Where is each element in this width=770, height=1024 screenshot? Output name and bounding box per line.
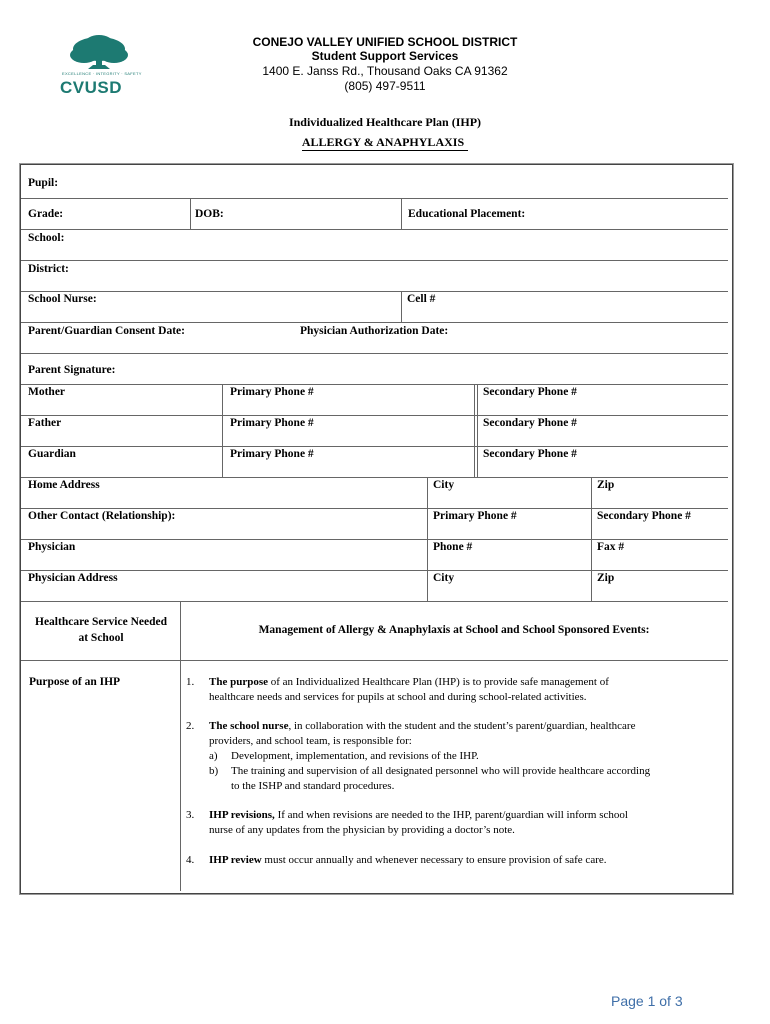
row-divider: [21, 384, 728, 385]
physician-authorization-date-label: Physician Authorization Date:: [300, 325, 449, 337]
zip-label: Zip: [597, 479, 615, 491]
physician-address-label: Physician Address: [28, 572, 118, 584]
document-subtitle: ALLERGY & ANAPHYLAXIS: [0, 135, 770, 150]
row-divider: [21, 508, 728, 509]
other-contact-label: Other Contact (Relationship):: [28, 510, 176, 522]
row-divider: [21, 570, 728, 571]
contact-father-label: Father: [28, 417, 62, 429]
col-divider: [477, 384, 478, 477]
grade-label: Grade:: [28, 208, 64, 220]
contact-mother-primary: Primary Phone #: [230, 386, 314, 398]
contact-mother-secondary: Secondary Phone #: [483, 386, 577, 398]
school-nurse-label: School Nurse:: [28, 293, 97, 305]
col-divider: [401, 291, 402, 322]
page-number: Page 1 of 3: [611, 993, 683, 1009]
row-divider: [21, 601, 728, 602]
col-divider: [591, 477, 592, 601]
physician-city-label: City: [433, 572, 455, 584]
contact-father-secondary: Secondary Phone #: [483, 417, 577, 429]
department-name: Student Support Services: [311, 49, 459, 63]
management-heading: Management of Allergy & Anaphylaxis at School and School Sponsored Events:: [258, 624, 650, 636]
educational-placement-label: Educational Placement:: [408, 208, 526, 220]
service-line-2: at School: [78, 632, 124, 644]
physician-label: Physician: [28, 541, 76, 553]
physician-fax-label: Fax #: [597, 541, 625, 553]
col-divider: [180, 601, 181, 891]
home-address-label: Home Address: [28, 479, 100, 491]
other-contact-secondary-label: Secondary Phone #: [597, 510, 691, 522]
purpose-item-4: 4. IHP review must occur annually and whenever necessary to ensure provision of safe care.: [186, 854, 607, 866]
purpose-item-2: 2. The school nurse, in collaboration with the student and the student’s parent/guardian, healthcare providers, and school team, is responsible for:: [186, 720, 636, 747]
document-title: Individualized Healthcare Plan (IHP): [288, 115, 482, 129]
pupil-label: Pupil:: [28, 177, 59, 189]
city-label: City: [433, 479, 455, 491]
purpose-item-3: 3. IHP revisions, If and when revisions are needed to the IHP, parent/guardian will inform school nurse of any updates from the physician by providing a doctor’s note.: [186, 809, 628, 836]
service-line-1: Healthcare Service Needed: [35, 616, 167, 628]
other-contact-primary-label: Primary Phone #: [433, 510, 517, 522]
contact-guardian-label: Guardian: [28, 448, 76, 460]
logo-tagline: EXCELLENCE · INTEGRITY · SAFETY: [62, 71, 142, 76]
row-divider: [21, 446, 728, 447]
district-name: CONEJO VALLEY UNIFIED SCHOOL DISTRICT: [252, 35, 518, 49]
contact-father-primary: Primary Phone #: [230, 417, 314, 429]
col-divider: [427, 477, 428, 601]
row-divider: [21, 477, 728, 478]
row-divider: [21, 322, 728, 323]
col-divider: [190, 198, 191, 229]
row-divider: [21, 229, 728, 230]
row-divider: [21, 660, 728, 661]
district-address: 1400 E. Janss Rd., Thousand Oaks CA 91362: [262, 64, 508, 78]
district-phone: (805) 497-9511: [344, 79, 426, 93]
school-label: School:: [28, 232, 65, 244]
parent-signature-label: Parent Signature:: [28, 364, 116, 376]
contact-mother-label: Mother: [28, 386, 66, 398]
purpose-label: Purpose of an IHP: [29, 676, 121, 688]
dob-label: DOB:: [195, 208, 224, 220]
contact-guardian-primary: Primary Phone #: [230, 448, 314, 460]
logo-text: CVUSD: [60, 78, 123, 97]
consent-date-label: Parent/Guardian Consent Date:: [28, 325, 185, 337]
physician-phone-label: Phone #: [433, 541, 473, 553]
row-divider: [21, 353, 728, 354]
row-divider: [21, 415, 728, 416]
purpose-item-1: 1. The purpose of an Individualized Healthcare Plan (IHP) is to provide safe management of healthcare needs and services for pupils at school and during school-related activities.: [186, 676, 609, 703]
contact-guardian-secondary: Secondary Phone #: [483, 448, 577, 460]
row-divider: [21, 291, 728, 292]
col-divider: [401, 198, 402, 229]
row-divider: [21, 198, 728, 199]
healthcare-service-needed-heading: [26, 614, 176, 646]
cell-label: Cell #: [407, 293, 436, 305]
purpose-item-2a: a) Development, implementation, and revisions of the IHP.: [209, 750, 479, 762]
row-divider: [21, 260, 728, 261]
purpose-item-2b: b) The training and supervision of all designated personnel who will provide healthcare according to the ISHP and standard procedures.: [209, 765, 651, 792]
row-divider: [21, 539, 728, 540]
district-label: District:: [28, 263, 69, 275]
physician-zip-label: Zip: [597, 572, 615, 584]
col-divider: [222, 384, 223, 477]
col-divider: [474, 384, 475, 477]
